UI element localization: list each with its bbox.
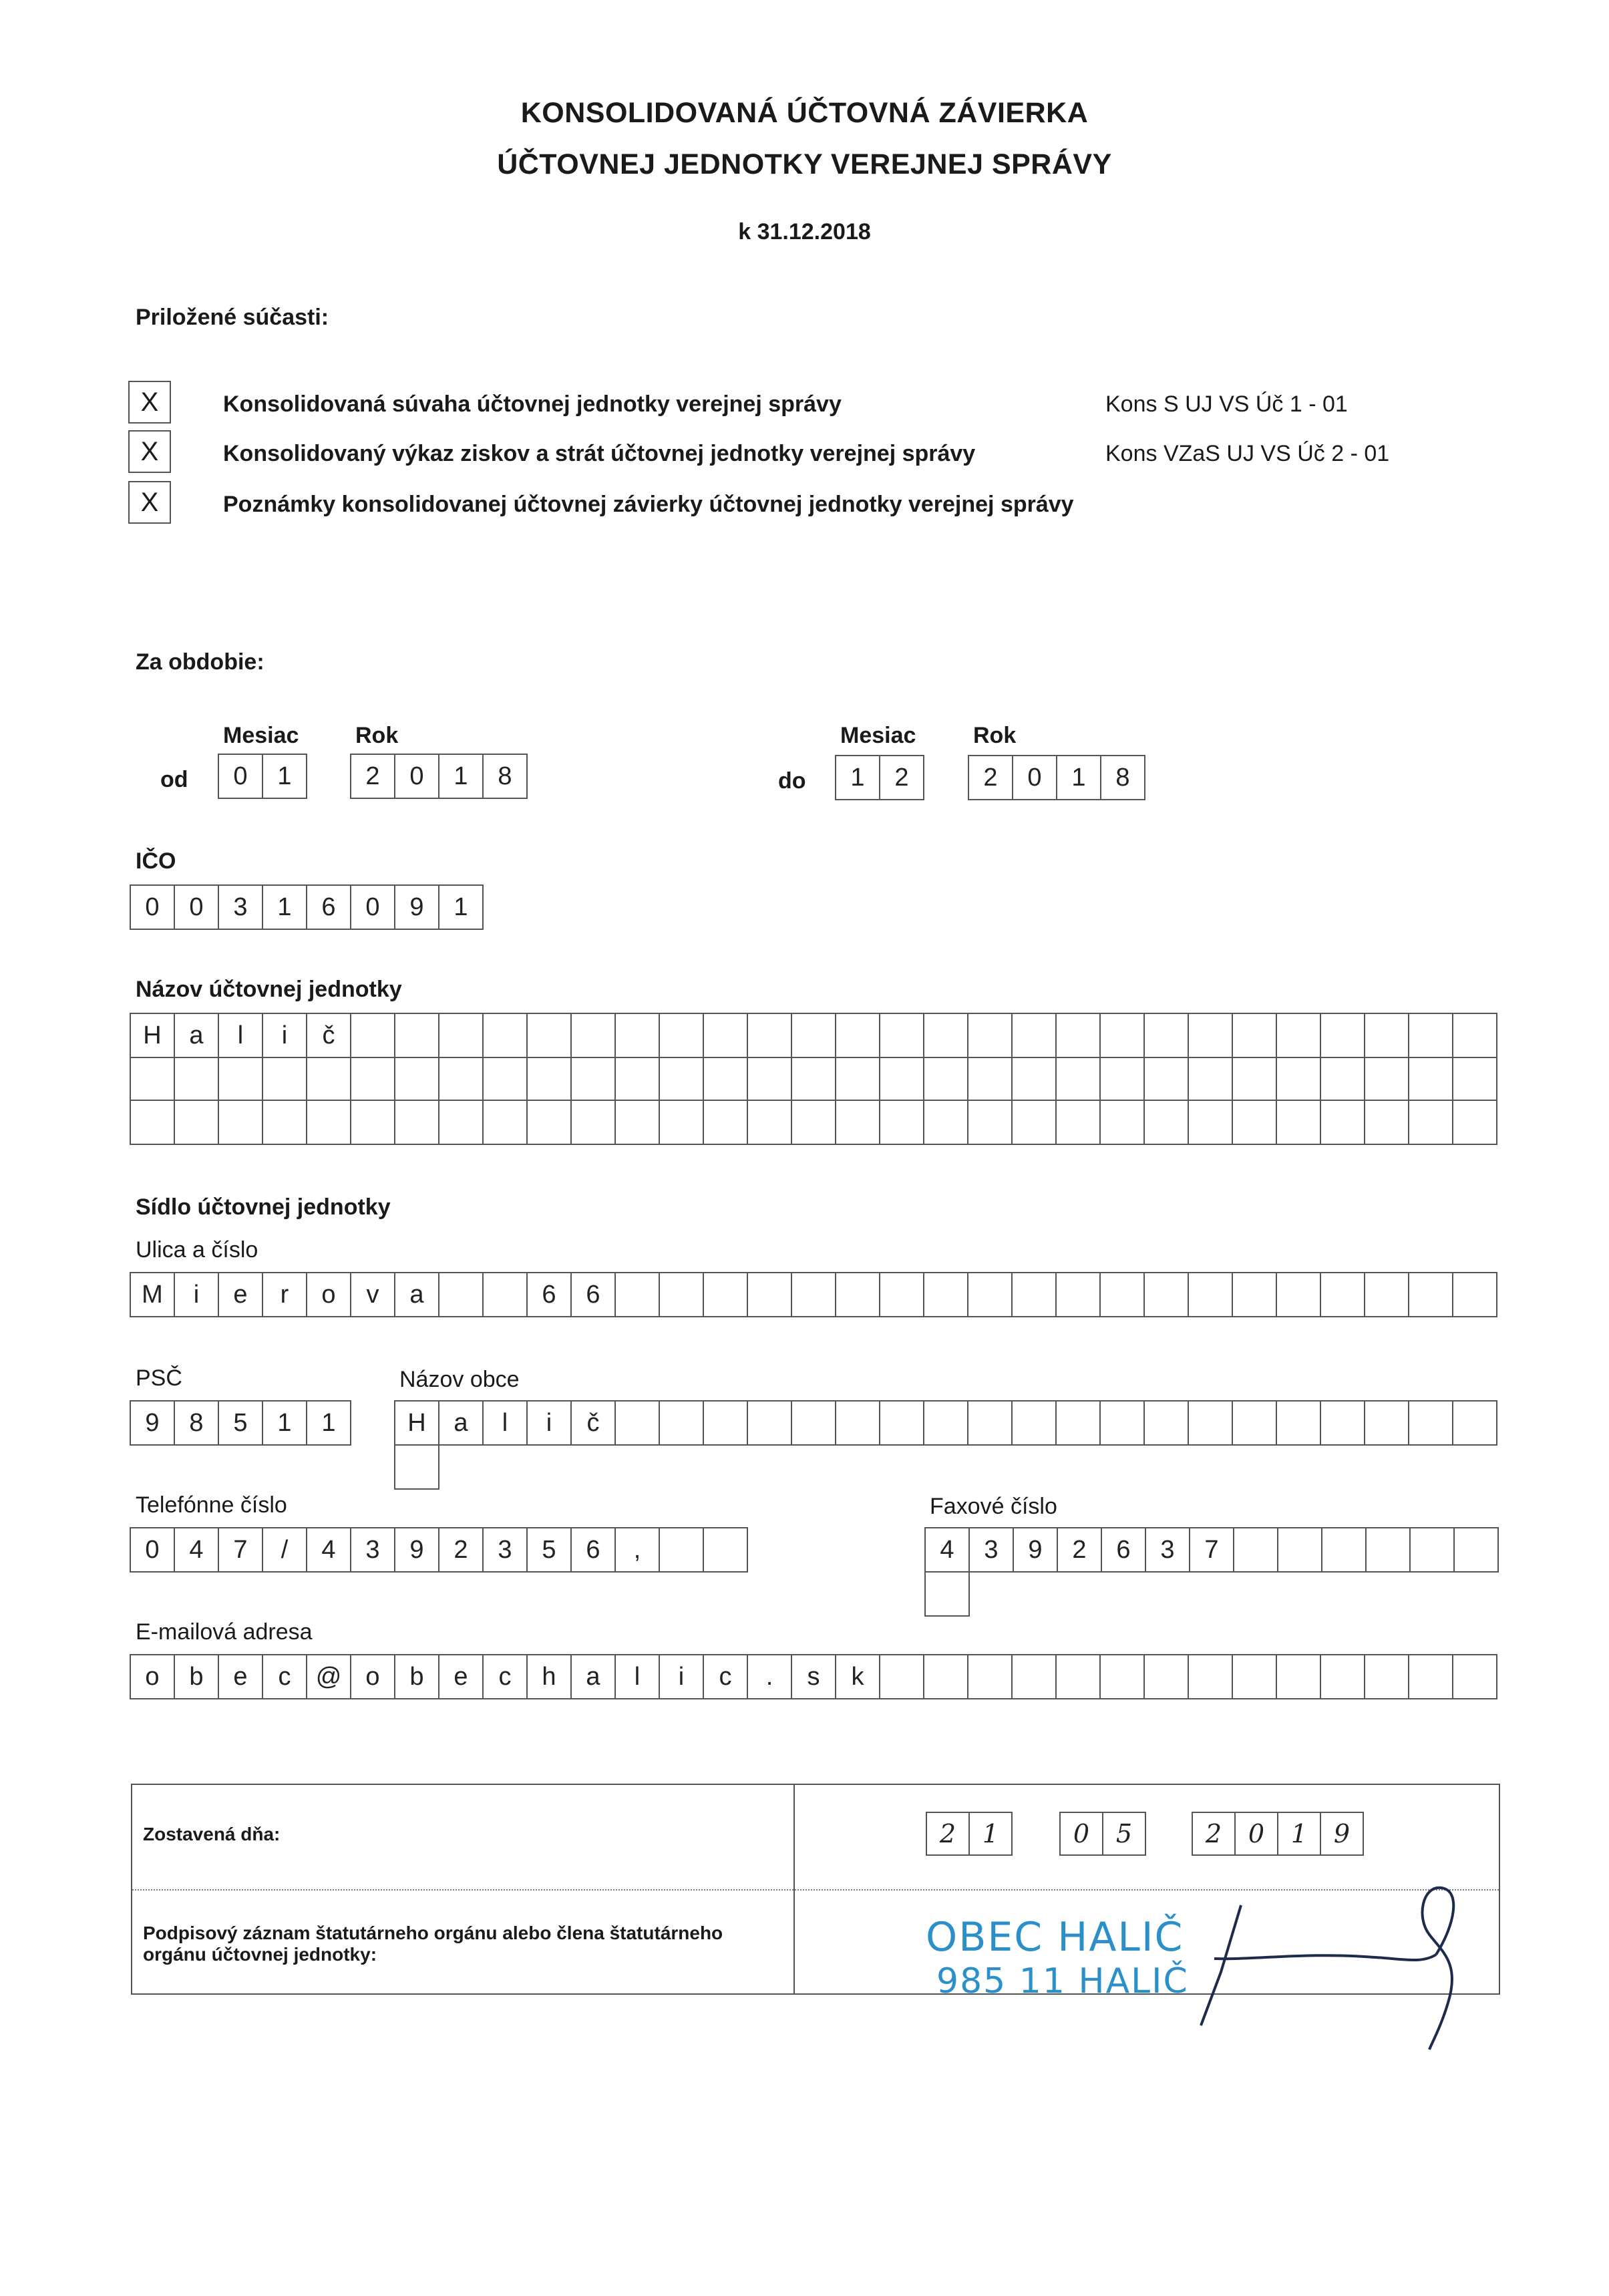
char-cell[interactable]	[616, 1402, 660, 1446]
char-cell[interactable]	[1453, 1014, 1497, 1058]
char-cell[interactable]	[1145, 1273, 1189, 1317]
char-cell[interactable]	[924, 1014, 968, 1058]
char-cell[interactable]	[395, 1101, 439, 1145]
ico-field[interactable]	[130, 884, 484, 930]
char-cell[interactable]: H	[395, 1402, 439, 1446]
char-cell[interactable]: 1	[263, 886, 307, 930]
from-month-label: Mesiac	[223, 723, 299, 748]
char-cell[interactable]	[1189, 1101, 1233, 1145]
char-cell[interactable]: c	[263, 1655, 307, 1699]
char-cell[interactable]	[1365, 1101, 1409, 1145]
char-cell[interactable]: e	[439, 1655, 484, 1699]
char-cell[interactable]: 2	[1058, 1528, 1102, 1573]
char-cell[interactable]: 2	[880, 756, 924, 800]
form-title: KONSOLIDOVANÁ ÚČTOVNÁ ZÁVIERKA	[520, 97, 1089, 129]
to-year-field[interactable]	[968, 755, 1145, 800]
char-cell[interactable]	[748, 1101, 792, 1145]
char-cell[interactable]	[439, 1014, 484, 1058]
char-cell[interactable]	[1365, 1057, 1409, 1101]
to-label: do	[778, 768, 806, 794]
from-year-field[interactable]	[350, 754, 528, 799]
char-cell[interactable]	[1233, 1402, 1277, 1446]
char-cell[interactable]	[219, 1101, 263, 1145]
signature-scribble	[1174, 1885, 1488, 2052]
char-cell[interactable]: .	[748, 1655, 792, 1699]
char-cell[interactable]	[836, 1101, 880, 1145]
char-cell[interactable]: 7	[1190, 1528, 1234, 1573]
char-cell[interactable]: /	[263, 1528, 307, 1573]
char-cell[interactable]	[1101, 1402, 1145, 1446]
char-cell[interactable]	[924, 1273, 968, 1317]
char-cell[interactable]	[924, 1057, 968, 1101]
char-cell[interactable]	[1365, 1014, 1409, 1058]
attachment-checkbox-2[interactable]: X	[128, 430, 171, 473]
char-cell[interactable]: a	[395, 1273, 439, 1317]
char-cell[interactable]: 9	[1014, 1528, 1058, 1573]
char-cell[interactable]	[175, 1057, 219, 1101]
char-cell[interactable]	[572, 1101, 616, 1145]
char-cell[interactable]	[351, 1014, 395, 1058]
char-cell[interactable]	[704, 1402, 748, 1446]
char-cell[interactable]	[1189, 1057, 1233, 1101]
char-cell[interactable]	[572, 1014, 616, 1058]
char-cell[interactable]	[616, 1014, 660, 1058]
char-cell[interactable]	[616, 1101, 660, 1145]
char-cell[interactable]	[1233, 1057, 1277, 1101]
attachment-checkbox-3[interactable]: X	[128, 481, 171, 524]
char-cell[interactable]	[836, 1014, 880, 1058]
phone-label: Telefónne číslo	[136, 1492, 287, 1518]
char-cell[interactable]: v	[351, 1273, 395, 1317]
char-cell[interactable]	[1189, 1014, 1233, 1058]
char-cell[interactable]: o	[131, 1655, 175, 1699]
char-cell[interactable]: 3	[351, 1528, 395, 1573]
char-cell[interactable]	[1321, 1655, 1365, 1699]
char-cell[interactable]	[1057, 1402, 1101, 1446]
char-cell[interactable]: 1	[307, 1402, 351, 1446]
char-cell[interactable]	[1057, 1057, 1101, 1101]
to-month-field[interactable]	[835, 755, 924, 800]
char-cell[interactable]	[1057, 1655, 1101, 1699]
char-cell[interactable]: 0	[219, 755, 263, 799]
char-cell[interactable]	[1453, 1273, 1497, 1317]
char-cell[interactable]	[1013, 1057, 1057, 1101]
char-cell[interactable]	[351, 1057, 395, 1101]
phone-field[interactable]	[130, 1527, 748, 1573]
char-cell[interactable]: 6	[1102, 1528, 1146, 1573]
char-cell[interactable]	[748, 1402, 792, 1446]
char-cell[interactable]: 7	[219, 1528, 263, 1573]
period-heading: Za obdobie:	[136, 649, 264, 675]
char-cell[interactable]	[263, 1057, 307, 1101]
char-cell[interactable]: 2	[969, 756, 1013, 800]
report-date: k 31.12.2018	[738, 219, 871, 244]
compiled-date-label: Zostavená dňa:	[143, 1824, 281, 1844]
char-cell[interactable]: 6	[307, 886, 351, 930]
char-cell[interactable]	[1277, 1402, 1321, 1446]
char-cell[interactable]	[1233, 1273, 1277, 1317]
char-cell[interactable]: o	[351, 1655, 395, 1699]
char-cell[interactable]: i	[175, 1273, 219, 1317]
char-cell[interactable]	[1189, 1655, 1233, 1699]
char-cell[interactable]: 0	[175, 886, 219, 930]
char-cell[interactable]: 5	[219, 1402, 263, 1446]
char-cell[interactable]: 5	[528, 1528, 572, 1573]
signature-box	[131, 1784, 1500, 2001]
char-cell[interactable]	[484, 1057, 528, 1101]
char-cell[interactable]	[1013, 1402, 1057, 1446]
compiled-year-field[interactable]	[1192, 1812, 1364, 1856]
fax-label: Faxové číslo	[930, 1494, 1057, 1519]
char-cell[interactable]: 0	[131, 886, 175, 930]
char-cell[interactable]	[1277, 1014, 1321, 1058]
char-cell[interactable]	[1057, 1273, 1101, 1317]
char-cell[interactable]	[1101, 1057, 1145, 1101]
char-cell[interactable]: c	[704, 1655, 748, 1699]
char-cell[interactable]	[924, 1655, 968, 1699]
char-cell[interactable]: 4	[307, 1528, 351, 1573]
char-cell[interactable]	[748, 1014, 792, 1058]
char-cell[interactable]	[660, 1057, 704, 1101]
char-cell[interactable]	[439, 1057, 484, 1101]
char-cell[interactable]	[1365, 1273, 1409, 1317]
char-cell[interactable]	[1321, 1057, 1365, 1101]
char-cell[interactable]: ,	[616, 1528, 660, 1573]
attachment-label-2: Konsolidovaný výkaz ziskov a strát účtovnej jednotky verejnej správy	[223, 441, 976, 466]
char-cell[interactable]: 8	[484, 755, 528, 799]
char-cell[interactable]	[748, 1273, 792, 1317]
char-cell[interactable]: o	[307, 1273, 351, 1317]
char-cell[interactable]	[1409, 1273, 1453, 1317]
char-cell[interactable]	[1321, 1273, 1365, 1317]
char-cell[interactable]	[1145, 1014, 1189, 1058]
char-cell[interactable]: i	[263, 1014, 307, 1058]
char-cell[interactable]	[1365, 1402, 1409, 1446]
char-cell[interactable]	[1145, 1057, 1189, 1101]
char-cell[interactable]: 1	[970, 1813, 1013, 1856]
to-year-label: Rok	[973, 723, 1017, 748]
char-cell[interactable]	[1365, 1655, 1409, 1699]
char-cell[interactable]: l	[616, 1655, 660, 1699]
char-cell[interactable]: 1	[1278, 1813, 1321, 1856]
fax-field[interactable]	[924, 1527, 1499, 1617]
char-cell[interactable]	[1145, 1402, 1189, 1446]
char-cell[interactable]	[880, 1402, 924, 1446]
attachment-code-1: Kons S UJ VS Úč 1 - 01	[1105, 391, 1348, 417]
char-cell[interactable]: 0	[1013, 756, 1057, 800]
char-cell[interactable]	[1057, 1014, 1101, 1058]
char-cell[interactable]	[1277, 1057, 1321, 1101]
char-cell[interactable]: 1	[1057, 756, 1101, 800]
char-cell[interactable]	[968, 1402, 1013, 1446]
char-cell[interactable]	[351, 1101, 395, 1145]
char-cell[interactable]: 2	[439, 1528, 484, 1573]
char-cell[interactable]: 6	[572, 1528, 616, 1573]
char-cell[interactable]	[1013, 1273, 1057, 1317]
char-cell[interactable]	[1411, 1528, 1455, 1573]
address-heading: Sídlo účtovnej jednotky	[136, 1194, 391, 1220]
char-cell[interactable]: i	[660, 1655, 704, 1699]
char-cell[interactable]: 0	[1236, 1813, 1278, 1856]
char-cell[interactable]: 9	[395, 886, 439, 930]
char-cell[interactable]	[880, 1057, 924, 1101]
char-cell[interactable]	[1101, 1273, 1145, 1317]
char-cell[interactable]	[395, 1446, 439, 1490]
char-cell[interactable]	[484, 1273, 528, 1317]
char-cell[interactable]	[704, 1101, 748, 1145]
char-cell[interactable]	[263, 1101, 307, 1145]
char-cell[interactable]	[704, 1528, 748, 1573]
char-cell[interactable]	[1409, 1655, 1453, 1699]
char-cell[interactable]	[926, 1573, 970, 1617]
char-cell[interactable]	[968, 1101, 1013, 1145]
char-cell[interactable]	[880, 1101, 924, 1145]
to-month-label: Mesiac	[840, 723, 916, 748]
from-label: od	[160, 767, 188, 792]
char-cell[interactable]: 8	[1101, 756, 1145, 800]
char-cell[interactable]	[968, 1273, 1013, 1317]
char-cell[interactable]: 1	[263, 1402, 307, 1446]
char-cell[interactable]	[175, 1101, 219, 1145]
char-cell[interactable]	[1277, 1101, 1321, 1145]
char-cell[interactable]: r	[263, 1273, 307, 1317]
char-cell[interactable]: s	[792, 1655, 836, 1699]
char-cell[interactable]: l	[219, 1014, 263, 1058]
char-cell[interactable]: b	[395, 1655, 439, 1699]
char-cell[interactable]	[660, 1402, 704, 1446]
char-cell[interactable]	[1278, 1528, 1322, 1573]
char-cell[interactable]	[1101, 1655, 1145, 1699]
char-cell[interactable]: M	[131, 1273, 175, 1317]
char-cell[interactable]	[528, 1057, 572, 1101]
entity-name-row-2[interactable]	[130, 1057, 1497, 1101]
char-cell[interactable]	[528, 1014, 572, 1058]
from-month-field[interactable]	[218, 754, 307, 799]
char-cell[interactable]	[616, 1057, 660, 1101]
char-cell[interactable]: 4	[926, 1528, 970, 1573]
char-cell[interactable]: 6	[528, 1273, 572, 1317]
char-cell[interactable]: a	[439, 1402, 484, 1446]
attachment-label-1: Konsolidovaná súvaha účtovnej jednotky verejnej správy	[223, 391, 842, 417]
char-cell[interactable]: b	[175, 1655, 219, 1699]
char-cell[interactable]	[968, 1057, 1013, 1101]
char-cell[interactable]: @	[307, 1655, 351, 1699]
char-cell[interactable]: 3	[970, 1528, 1014, 1573]
char-cell[interactable]: 1	[836, 756, 880, 800]
signature-label: Podpisový záznam štatutárneho orgánu alebo člena štatutárneho orgánu účtovnej jednotky:	[143, 1923, 723, 1965]
char-cell[interactable]	[307, 1057, 351, 1101]
char-cell[interactable]	[1057, 1101, 1101, 1145]
char-cell[interactable]	[1145, 1655, 1189, 1699]
char-cell[interactable]: 2	[1193, 1813, 1236, 1856]
char-cell[interactable]: 9	[131, 1402, 175, 1446]
char-cell[interactable]	[1013, 1014, 1057, 1058]
char-cell[interactable]	[660, 1273, 704, 1317]
compiled-day-field[interactable]	[926, 1812, 1013, 1856]
char-cell[interactable]	[704, 1057, 748, 1101]
char-cell[interactable]	[924, 1101, 968, 1145]
char-cell[interactable]	[792, 1402, 836, 1446]
psc-field[interactable]	[130, 1400, 351, 1446]
char-cell[interactable]	[968, 1655, 1013, 1699]
char-cell[interactable]	[792, 1101, 836, 1145]
char-cell[interactable]	[1233, 1655, 1277, 1699]
char-cell[interactable]	[880, 1655, 924, 1699]
char-cell[interactable]	[1101, 1101, 1145, 1145]
char-cell[interactable]: a	[572, 1655, 616, 1699]
char-cell[interactable]: 9	[1321, 1813, 1364, 1856]
char-cell[interactable]	[1013, 1101, 1057, 1145]
char-cell[interactable]: 8	[175, 1402, 219, 1446]
char-cell[interactable]	[704, 1273, 748, 1317]
char-cell[interactable]	[1409, 1101, 1453, 1145]
char-cell[interactable]: 4	[175, 1528, 219, 1573]
char-cell[interactable]: e	[219, 1655, 263, 1699]
char-cell[interactable]	[1013, 1655, 1057, 1699]
char-cell[interactable]	[1409, 1014, 1453, 1058]
char-cell[interactable]: 3	[484, 1528, 528, 1573]
char-cell[interactable]	[836, 1057, 880, 1101]
char-cell[interactable]	[924, 1402, 968, 1446]
char-cell[interactable]	[880, 1014, 924, 1058]
char-cell[interactable]	[792, 1057, 836, 1101]
street-label: Ulica a číslo	[136, 1237, 258, 1263]
attachment-code-2: Kons VZaS UJ VS Úč 2 - 01	[1105, 441, 1390, 466]
attachment-label-3: Poznámky konsolidovanej účtovnej závierky účtovnej jednotky verejnej správy	[223, 492, 1074, 517]
char-cell[interactable]	[836, 1402, 880, 1446]
char-cell[interactable]: 0	[351, 886, 395, 930]
char-cell[interactable]	[1455, 1528, 1499, 1573]
char-cell[interactable]	[792, 1273, 836, 1317]
char-cell[interactable]	[1233, 1014, 1277, 1058]
char-cell[interactable]: 5	[1103, 1813, 1146, 1856]
email-label: E-mailová adresa	[136, 1619, 313, 1645]
char-cell[interactable]: 2	[927, 1813, 970, 1856]
char-cell[interactable]	[484, 1014, 528, 1058]
psc-label: PSČ	[136, 1365, 182, 1391]
char-cell[interactable]: H	[131, 1014, 175, 1058]
char-cell[interactable]	[439, 1101, 484, 1145]
entity-name-label: Názov účtovnej jednotky	[136, 977, 402, 1002]
official-stamp-address: 985 11 HALIČ	[936, 1961, 1189, 2001]
char-cell[interactable]	[307, 1101, 351, 1145]
attachments-heading: Priložené súčasti:	[136, 305, 329, 330]
street-field[interactable]	[130, 1272, 1497, 1317]
form-subtitle: ÚČTOVNEJ JEDNOTKY VEREJNEJ SPRÁVY	[497, 148, 1112, 180]
char-cell[interactable]	[1234, 1528, 1278, 1573]
city-field[interactable]	[394, 1400, 1497, 1490]
char-cell[interactable]	[1277, 1655, 1321, 1699]
char-cell[interactable]: 9	[395, 1528, 439, 1573]
char-cell[interactable]	[880, 1273, 924, 1317]
char-cell[interactable]	[968, 1014, 1013, 1058]
char-cell[interactable]	[1321, 1014, 1365, 1058]
char-cell[interactable]	[1367, 1528, 1411, 1573]
from-year-label: Rok	[355, 723, 399, 748]
char-cell[interactable]: 1	[263, 755, 307, 799]
char-cell[interactable]	[1101, 1014, 1145, 1058]
char-cell[interactable]: i	[528, 1402, 572, 1446]
char-cell[interactable]	[484, 1101, 528, 1145]
char-cell[interactable]	[131, 1101, 175, 1145]
char-cell[interactable]	[616, 1273, 660, 1317]
char-cell[interactable]	[1322, 1528, 1367, 1573]
char-cell[interactable]	[131, 1057, 175, 1101]
char-cell[interactable]	[836, 1273, 880, 1317]
char-cell[interactable]	[1409, 1057, 1453, 1101]
ico-label: IČO	[136, 848, 176, 874]
char-cell[interactable]	[395, 1057, 439, 1101]
char-cell[interactable]	[572, 1057, 616, 1101]
char-cell[interactable]	[660, 1101, 704, 1145]
char-cell[interactable]: č	[307, 1014, 351, 1058]
char-cell[interactable]	[748, 1057, 792, 1101]
char-cell[interactable]	[219, 1057, 263, 1101]
char-cell[interactable]	[1321, 1402, 1365, 1446]
char-cell[interactable]: h	[528, 1655, 572, 1699]
char-cell[interactable]	[1189, 1402, 1233, 1446]
char-cell[interactable]	[1409, 1402, 1453, 1446]
char-cell[interactable]: 0	[1061, 1813, 1103, 1856]
compiled-month-field[interactable]	[1059, 1812, 1146, 1856]
char-cell[interactable]: 0	[131, 1528, 175, 1573]
char-cell[interactable]: 0	[395, 755, 439, 799]
char-cell[interactable]	[704, 1014, 748, 1058]
city-label: Názov obce	[399, 1367, 520, 1392]
official-stamp-name: OBEC HALIČ	[926, 1914, 1184, 1961]
char-cell[interactable]: 1	[439, 755, 484, 799]
char-cell[interactable]: e	[219, 1273, 263, 1317]
char-cell[interactable]	[1453, 1402, 1497, 1446]
char-cell[interactable]: k	[836, 1655, 880, 1699]
char-cell[interactable]	[1233, 1101, 1277, 1145]
char-cell[interactable]: l	[484, 1402, 528, 1446]
char-cell[interactable]	[395, 1014, 439, 1058]
char-cell[interactable]	[1145, 1101, 1189, 1145]
char-cell[interactable]	[528, 1101, 572, 1145]
email-field[interactable]	[130, 1654, 1497, 1699]
char-cell[interactable]	[1453, 1057, 1497, 1101]
char-cell[interactable]: 3	[219, 886, 263, 930]
char-cell[interactable]: 3	[1146, 1528, 1190, 1573]
char-cell[interactable]	[792, 1014, 836, 1058]
char-cell[interactable]	[439, 1273, 484, 1317]
char-cell[interactable]	[1321, 1101, 1365, 1145]
entity-name-row-3[interactable]	[130, 1101, 1497, 1145]
char-cell[interactable]	[660, 1014, 704, 1058]
char-cell[interactable]	[1277, 1273, 1321, 1317]
char-cell[interactable]	[1453, 1101, 1497, 1145]
attachment-checkbox-1[interactable]: X	[128, 381, 171, 424]
char-cell[interactable]	[1453, 1655, 1497, 1699]
char-cell[interactable]	[1189, 1273, 1233, 1317]
char-cell[interactable]: č	[572, 1402, 616, 1446]
char-cell[interactable]: 6	[572, 1273, 616, 1317]
char-cell[interactable]: c	[484, 1655, 528, 1699]
char-cell[interactable]: a	[175, 1014, 219, 1058]
entity-name-row-1[interactable]	[130, 1013, 1497, 1058]
char-cell[interactable]	[660, 1528, 704, 1573]
char-cell[interactable]: 1	[439, 886, 484, 930]
char-cell[interactable]: 2	[351, 755, 395, 799]
